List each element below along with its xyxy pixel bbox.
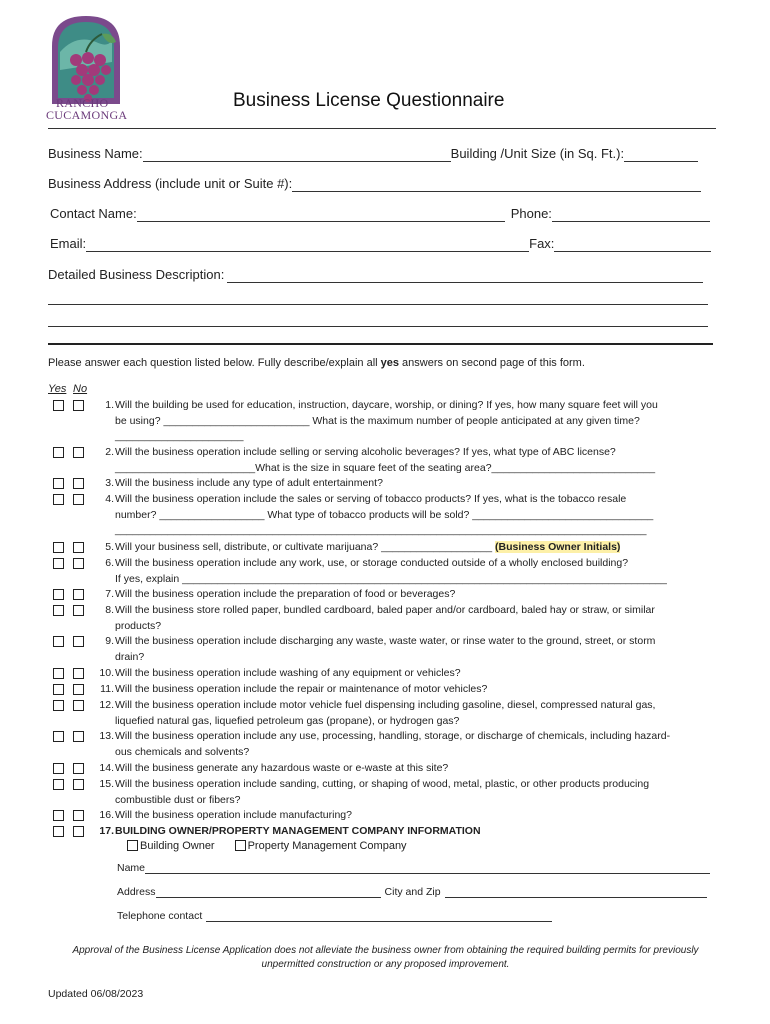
question-line (115, 745, 723, 761)
property-management-checkbox[interactable] (235, 840, 246, 851)
yes-checkbox[interactable] (53, 684, 64, 695)
question-line-text: BUILDING OWNER/PROPERTY MANAGEMENT COMPANY INFORMATION (115, 825, 481, 837)
yes-no-checkboxes (53, 731, 93, 747)
question-text (115, 777, 723, 808)
question-row (48, 603, 723, 634)
business-name-field[interactable] (143, 148, 451, 162)
question-line (115, 824, 723, 840)
question-text (115, 729, 723, 760)
email-row (50, 236, 711, 252)
question-line-text: products? (115, 619, 162, 632)
question-line (115, 476, 723, 492)
question-number: 4. (105, 493, 114, 505)
question-line-text: ______________________ (115, 430, 244, 442)
question-line-text: Will the business operation include discharging any waste, waste water, or rinse water to the ground, street, or storm (115, 635, 656, 647)
email-label: Email: (50, 236, 87, 251)
question-line (115, 777, 723, 793)
business-address-row (48, 176, 701, 192)
question-text (115, 492, 723, 539)
question-number: 10. (99, 667, 114, 679)
question-line (115, 761, 723, 777)
owner-name-field[interactable] (145, 862, 710, 874)
question-line (115, 572, 723, 588)
no-checkbox[interactable] (73, 810, 84, 821)
question-number: 16. (99, 809, 114, 821)
question-line-text: ___________________________________________________________________________________________ (115, 524, 647, 536)
question-line (115, 540, 723, 556)
question-row (48, 761, 723, 777)
no-checkbox[interactable] (73, 589, 84, 600)
question-row (48, 634, 723, 665)
description-field[interactable] (227, 269, 703, 283)
question-line (115, 461, 723, 477)
yes-checkbox[interactable] (53, 589, 64, 600)
question-line-text: ous chemicals and solvents? (115, 745, 250, 758)
description-line-4[interactable] (48, 343, 713, 345)
question-row (48, 729, 723, 760)
contact-name-field[interactable] (137, 208, 505, 222)
question-number: 12. (99, 699, 114, 711)
no-checkbox[interactable] (73, 494, 84, 505)
owner-name-row (117, 862, 710, 874)
owner-name-label: Name (117, 862, 146, 874)
question-line-text: Will the business operation include manufacturing? (115, 809, 352, 821)
no-checkbox[interactable] (73, 668, 84, 679)
question-number: 6. (105, 557, 114, 569)
property-management-option[interactable] (235, 840, 407, 852)
question-number: 15. (99, 778, 114, 790)
yes-column-header: Yes (48, 383, 67, 395)
question-line (115, 650, 723, 666)
approval-disclaimer: Approval of the Business License Application does not alleviate the business owner from obtaining the required building permits for previously unpermitted construction or any proposed improvement. (72, 945, 699, 970)
question-row (48, 824, 723, 840)
yes-checkbox[interactable] (53, 826, 64, 837)
question-number: 1. (105, 399, 114, 411)
question-row (48, 556, 723, 587)
owner-type-options (127, 840, 407, 852)
question-line-text: be using? _________________________ What is the maximum number of people anticipated at any given time? (115, 414, 640, 427)
question-line-text: Will the business operation include the preparation of food or beverages? (115, 588, 456, 600)
email-field[interactable] (86, 238, 529, 252)
business-address-label: Business Address (include unit or Suite #): (48, 176, 293, 191)
question-line (115, 698, 723, 714)
yes-no-checkboxes (53, 700, 93, 716)
yes-no-checkboxes (53, 494, 93, 510)
question-text (115, 634, 723, 665)
yes-no-checkboxes (53, 447, 93, 463)
no-checkbox[interactable] (73, 478, 84, 489)
question-number: 8. (105, 604, 114, 616)
yes-checkbox[interactable] (53, 810, 64, 821)
question-line-text: Will the business operation include any work, use, or storage conducted outside of a wholly enclosed building? (115, 557, 629, 569)
question-text (115, 824, 723, 840)
question-row (48, 698, 723, 729)
no-checkbox[interactable] (73, 558, 84, 569)
question-number: 3. (105, 477, 114, 489)
owner-telephone-field[interactable] (206, 910, 552, 922)
no-checkbox[interactable] (73, 636, 84, 647)
contact-name-label: Contact Name: (50, 206, 137, 221)
business-name-label: Business Name: (48, 146, 143, 161)
phone-label: Phone: (510, 206, 552, 221)
question-number: 7. (105, 588, 114, 600)
question-number: 9. (105, 635, 114, 647)
unit-size-label: Building /Unit Size (in Sq. Ft.): (450, 146, 625, 161)
building-owner-label: Building Owner (140, 840, 215, 852)
yes-checkbox[interactable] (53, 605, 64, 616)
instructions (48, 357, 585, 369)
question-line-text: Will the business operation include the repair or maintenance of motor vehicles? (115, 683, 488, 695)
question-text (115, 808, 723, 824)
question-line-text: If yes, explain ___________________________________________________________________________________ (115, 572, 667, 585)
yes-no-checkboxes (53, 400, 93, 416)
owner-initials-highlight: (Business Owner Initials) (494, 541, 621, 553)
question-line-text: Will the business include any type of adult entertainment? (115, 477, 383, 489)
question-line (115, 808, 723, 824)
instructions-bold: yes (380, 357, 399, 369)
yes-checkbox[interactable] (53, 668, 64, 679)
question-text (115, 398, 723, 445)
yes-checkbox[interactable] (53, 494, 64, 505)
business-name-row (48, 146, 698, 162)
instructions-text: Please answer each question listed below. Fully describe/explain all (48, 357, 381, 369)
yes-checkbox[interactable] (53, 558, 64, 569)
question-line (115, 714, 723, 730)
question-row (48, 398, 723, 445)
question-line (115, 414, 723, 430)
owner-city-zip-field[interactable] (445, 886, 707, 898)
yes-checkbox[interactable] (53, 478, 64, 489)
question-line-text: Will the business operation include selling or serving alcoholic beverages? If yes, what type of ABC license? (115, 446, 616, 458)
title-divider (48, 128, 716, 129)
description-row (48, 267, 703, 283)
question-row (48, 476, 723, 492)
yes-checkbox[interactable] (53, 636, 64, 647)
question-text (115, 698, 723, 729)
unit-size-field[interactable] (624, 148, 698, 162)
question-number: 5. (105, 541, 114, 553)
yes-no-checkboxes (53, 558, 93, 574)
question-row (48, 666, 723, 682)
question-line-text: combustible dust or fibers? (115, 793, 241, 806)
business-address-field[interactable] (292, 178, 701, 192)
question-number: 11. (100, 683, 114, 695)
description-line-2[interactable] (48, 304, 708, 305)
question-line (115, 492, 723, 508)
yes-no-checkboxes (53, 636, 93, 652)
question-text (115, 476, 723, 492)
question-row (48, 492, 723, 539)
question-number: 17. (99, 825, 114, 837)
question-line (115, 619, 723, 635)
no-checkbox[interactable] (73, 779, 84, 790)
instructions-text-end: answers on second page of this form. (399, 357, 585, 369)
question-line (115, 523, 723, 539)
no-checkbox[interactable] (73, 542, 84, 553)
page-title: Business License Questionnaire (233, 90, 505, 111)
yes-no-checkboxes (53, 826, 93, 842)
question-number: 13. (99, 730, 114, 742)
yes-no-checkboxes (53, 779, 93, 795)
question-line (115, 508, 723, 524)
question-line (115, 634, 723, 650)
no-checkbox[interactable] (73, 684, 84, 695)
question-line (115, 429, 723, 445)
fax-field[interactable] (554, 238, 711, 252)
yes-checkbox[interactable] (53, 400, 64, 411)
no-column-header: No (73, 383, 88, 395)
owner-address-label: Address (117, 886, 156, 898)
question-line (115, 587, 723, 603)
logo-line-1: RANCHO (56, 96, 109, 110)
question-text (115, 682, 723, 698)
question-line-text: Will the building be used for education, instruction, daycare, worship, or dining? If yes, how many square feet will you (115, 399, 658, 411)
question-text (115, 556, 723, 587)
question-line-text: drain? (115, 650, 145, 663)
fax-label: Fax: (529, 236, 555, 251)
yes-checkbox[interactable] (53, 731, 64, 742)
no-checkbox[interactable] (73, 447, 84, 458)
owner-city-zip-label: City and Zip (384, 886, 441, 898)
question-number: 2. (105, 446, 114, 458)
yes-checkbox[interactable] (53, 700, 64, 711)
no-checkbox[interactable] (73, 763, 84, 774)
question-row (48, 540, 723, 556)
owner-address-field[interactable] (156, 886, 381, 898)
question-text (115, 666, 723, 682)
question-line-text: Will the business operation include sanding, cutting, or shaping of wood, metal, plastic, or other products producing (115, 778, 650, 790)
description-label: Detailed Business Description: (48, 267, 225, 282)
building-owner-checkbox[interactable] (127, 840, 138, 851)
no-checkbox[interactable] (73, 400, 84, 411)
question-row (48, 587, 723, 603)
building-owner-option[interactable] (127, 840, 215, 852)
question-text (115, 603, 723, 634)
description-line-3[interactable] (48, 326, 708, 327)
property-management-label: Property Management Company (247, 840, 407, 852)
question-line-text: Will the business operation include motor vehicle fuel dispensing including gasoline, diesel, compressed natural gas, (115, 699, 656, 711)
question-text (115, 540, 723, 556)
yes-no-checkboxes (53, 605, 93, 621)
question-row (48, 445, 723, 476)
question-text (115, 587, 723, 603)
question-line-text: Will the business store rolled paper, bundled cardboard, baled paper and/or cardboard, baled hay or straw, or similar (115, 604, 655, 616)
question-line (115, 603, 723, 619)
yes-checkbox[interactable] (53, 542, 64, 553)
no-checkbox[interactable] (73, 605, 84, 616)
owner-address-row (117, 886, 707, 898)
question-row (48, 777, 723, 808)
phone-field[interactable] (552, 208, 710, 222)
question-line-text: Will the business operation include any use, processing, handling, storage, or discharge of chemicals, including hazard- (115, 730, 671, 742)
no-checkbox[interactable] (73, 826, 84, 837)
question-line (115, 729, 723, 745)
yes-checkbox[interactable] (53, 447, 64, 458)
logo-line-2: CUCAMONGA (46, 108, 128, 122)
question-row (48, 682, 723, 698)
no-checkbox[interactable] (73, 731, 84, 742)
question-line (115, 556, 723, 572)
logo-wordmark (46, 97, 128, 121)
question-number: 14. (99, 762, 114, 774)
question-line (115, 398, 723, 414)
owner-telephone-label: Telephone contact (117, 910, 203, 922)
contact-name-row (50, 206, 710, 222)
yes-checkbox[interactable] (53, 763, 64, 774)
question-line (115, 682, 723, 698)
owner-telephone-row (117, 910, 552, 922)
question-line-text: ________________________What is the size in square feet of the seating area?____________________________ (115, 461, 656, 474)
question-line (115, 666, 723, 682)
question-line-text: number? __________________ What type of tobacco products will be sold? _______________________________ (115, 508, 654, 521)
no-checkbox[interactable] (73, 700, 84, 711)
question-line-text: Will the business operation include the sales or serving of tobacco products? If yes, what is the tobacco resale (115, 493, 627, 505)
question-text (115, 445, 723, 476)
question-row (48, 808, 723, 824)
question-line-text: Will your business sell, distribute, or cultivate marijuana? ___________________ (115, 541, 495, 553)
question-line-text: Will the business generate any hazardous waste or e-waste at this site? (115, 762, 449, 774)
question-line (115, 445, 723, 461)
question-line (115, 793, 723, 809)
question-text (115, 761, 723, 777)
yes-checkbox[interactable] (53, 779, 64, 790)
updated-date: Updated 06/08/2023 (48, 988, 144, 1000)
question-line-text: Will the business operation include washing of any equipment or vehicles? (115, 667, 461, 679)
question-line-text: liquefied natural gas, liquefied petroleum gas (propane), or hydrogen gas? (115, 714, 460, 727)
